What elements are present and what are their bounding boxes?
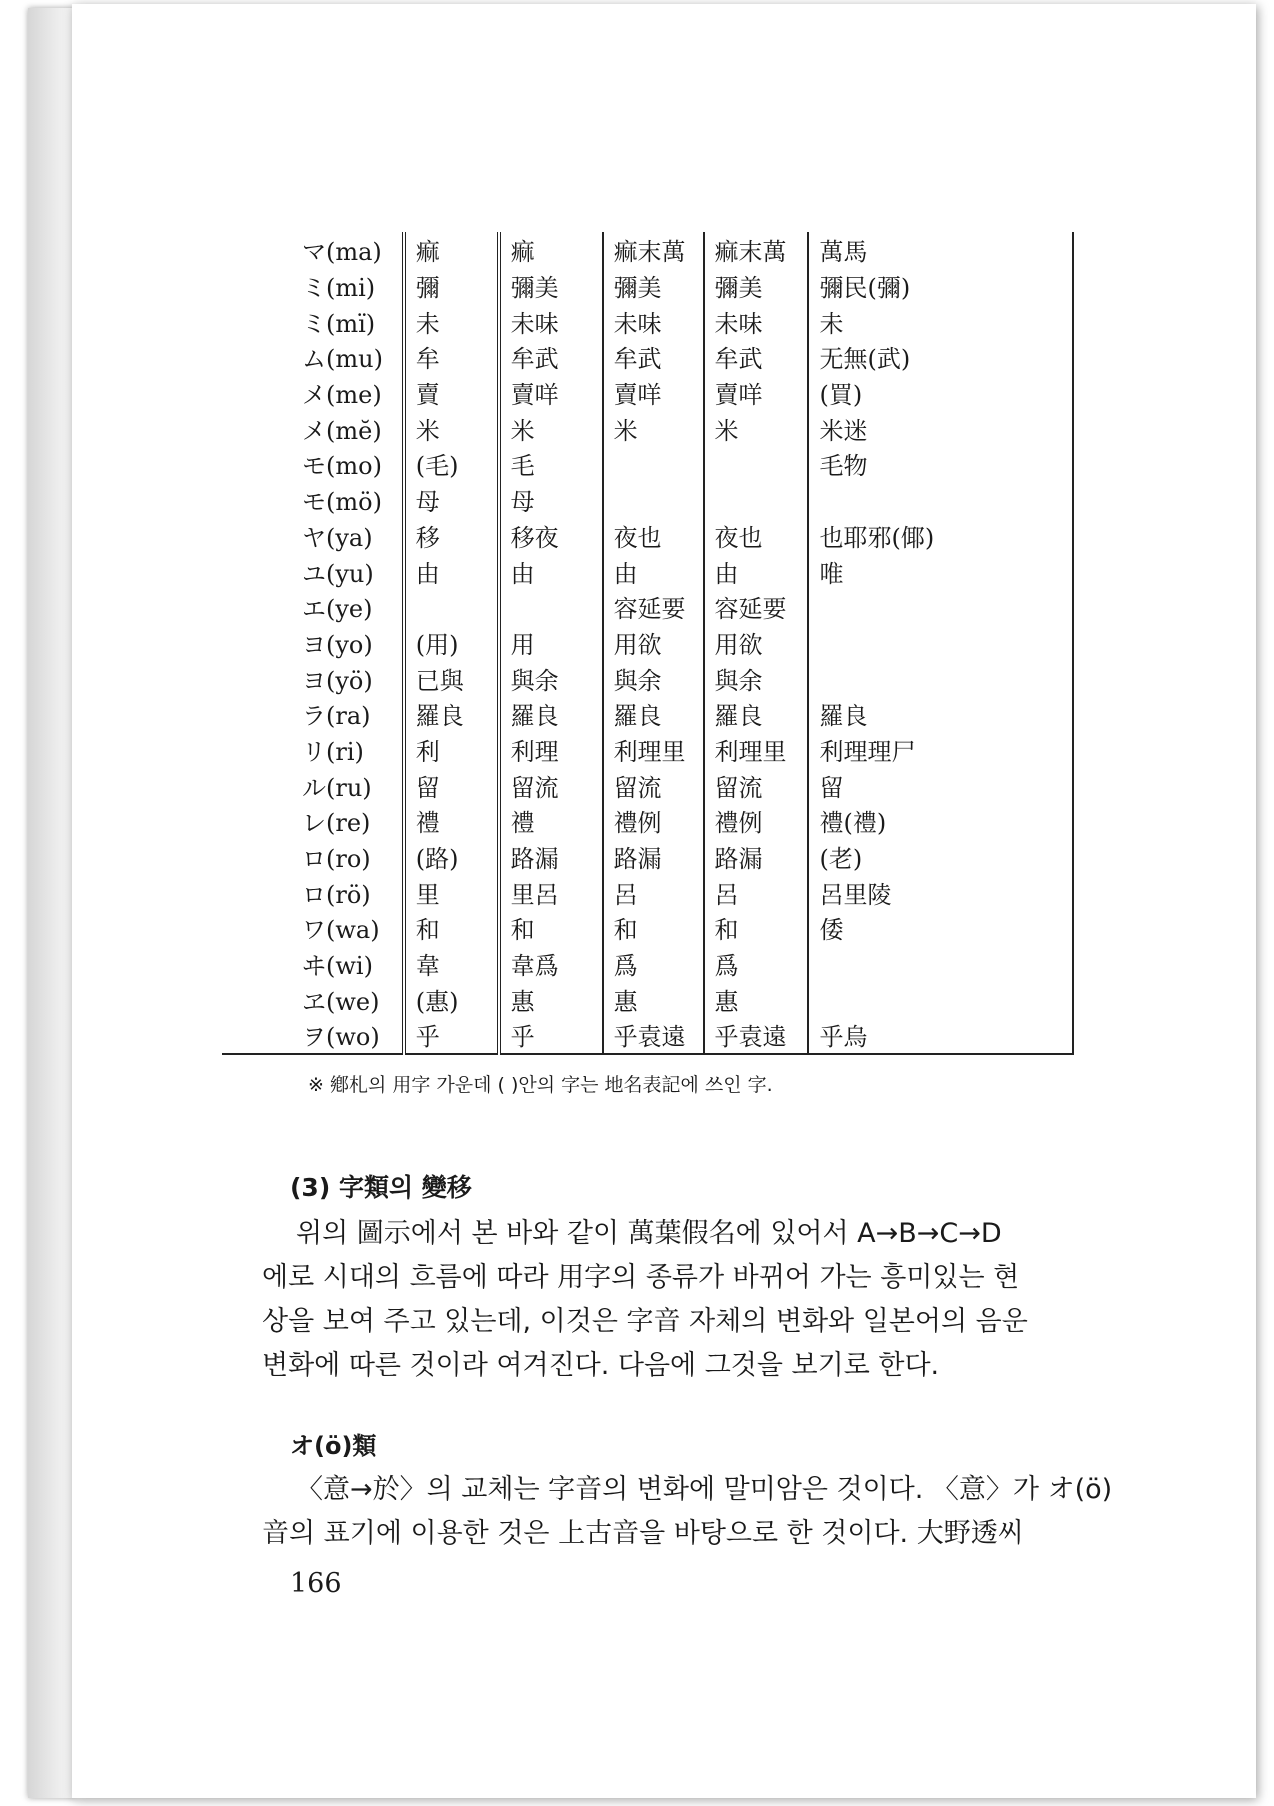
kanji-cell: (用) bbox=[404, 625, 499, 661]
kanji-cell: 痲 bbox=[499, 232, 603, 268]
kanji-cell: 用 bbox=[499, 625, 603, 661]
table-row bbox=[222, 732, 1073, 768]
paragraph-line: 音의 표기에 이용한 것은 上古音을 바탕으로 한 것이다. 大野透씨 bbox=[262, 1518, 1024, 1549]
kanji-cell bbox=[808, 482, 1073, 518]
kanji-cell: 路漏 bbox=[704, 839, 809, 875]
kanji-cell: 彌美 bbox=[704, 268, 809, 304]
kanji-cell: 彌美 bbox=[499, 268, 603, 304]
kanji-cell: 韋爲 bbox=[499, 946, 603, 982]
kanji-cell bbox=[808, 625, 1073, 661]
kanji-cell: 由 bbox=[603, 553, 704, 589]
table-row bbox=[222, 303, 1073, 339]
paragraph-line: 변화에 따른 것이라 여겨진다. 다음에 그것을 보기로 한다. bbox=[262, 1350, 940, 1381]
table-footnote: ※ 鄕札의 用字 가운데 ( )안의 字는 地名表記에 쓰인 字. bbox=[308, 1074, 773, 1096]
kanji-cell: 也耶邪(倻) bbox=[808, 518, 1073, 554]
page-edge bbox=[28, 8, 76, 1798]
kanji-cell: 牟武 bbox=[603, 339, 704, 375]
kanji-cell bbox=[404, 589, 499, 625]
table-row bbox=[222, 874, 1073, 910]
kanji-cell: 未味 bbox=[603, 303, 704, 339]
page-number: 166 bbox=[290, 1568, 342, 1599]
kanji-cell: (買) bbox=[808, 375, 1073, 411]
kanji-cell: 路漏 bbox=[603, 839, 704, 875]
kanji-cell bbox=[808, 946, 1073, 982]
kanji-cell: 和 bbox=[603, 910, 704, 946]
paragraph-line: 위의 圖示에서 본 바와 같이 萬葉假名에 있어서 A→B→C→D bbox=[296, 1218, 1002, 1249]
kanji-cell: 彌 bbox=[404, 268, 499, 304]
kanji-cell: 母 bbox=[499, 482, 603, 518]
paragraph-2 bbox=[262, 1468, 1113, 1556]
kana-cell: ロ(ro) bbox=[222, 839, 404, 875]
kanji-cell: 乎 bbox=[404, 1017, 499, 1054]
paragraph-line: 〈意→於〉의 교체는 字音의 변화에 말미암은 것이다. 〈意〉가 オ(ö) bbox=[296, 1474, 1113, 1505]
table-row bbox=[222, 696, 1073, 732]
kanji-cell: 賣咩 bbox=[499, 375, 603, 411]
kanji-cell: 唯 bbox=[808, 553, 1073, 589]
kana-table-body bbox=[222, 232, 1073, 1054]
kana-cell: ロ(rö) bbox=[222, 874, 404, 910]
kanji-cell: 母 bbox=[404, 482, 499, 518]
kanji-cell: 韋 bbox=[404, 946, 499, 982]
kanji-cell: 萬馬 bbox=[808, 232, 1073, 268]
kanji-cell: 和 bbox=[404, 910, 499, 946]
kanji-cell: (毛) bbox=[404, 446, 499, 482]
kana-cell: ヲ(wo) bbox=[222, 1017, 404, 1054]
kanji-cell bbox=[808, 589, 1073, 625]
kanji-cell: 惠 bbox=[603, 981, 704, 1017]
kanji-cell: 容延要 bbox=[603, 589, 704, 625]
kanji-cell: 羅良 bbox=[499, 696, 603, 732]
kana-cell: ユ(yu) bbox=[222, 553, 404, 589]
paragraph-line: 상을 보여 주고 있는데, 이것은 字音 자체의 변화와 일본어의 음운 bbox=[262, 1306, 1028, 1337]
kanji-cell: 用欲 bbox=[603, 625, 704, 661]
kanji-cell: 乎袁遠 bbox=[603, 1017, 704, 1054]
kanji-cell: 和 bbox=[704, 910, 809, 946]
kana-cell: リ(ri) bbox=[222, 732, 404, 768]
kanji-cell: 米 bbox=[404, 410, 499, 446]
kanji-cell: 彌美 bbox=[603, 268, 704, 304]
kanji-cell bbox=[603, 446, 704, 482]
kanji-cell: 乎袁遠 bbox=[704, 1017, 809, 1054]
kanji-cell bbox=[704, 482, 809, 518]
kanji-cell: 乎烏 bbox=[808, 1017, 1073, 1054]
table-row bbox=[222, 410, 1073, 446]
kanji-cell: 留 bbox=[808, 767, 1073, 803]
kanji-cell: 路漏 bbox=[499, 839, 603, 875]
kanji-cell: 羅良 bbox=[704, 696, 809, 732]
table-row bbox=[222, 553, 1073, 589]
kanji-cell: (老) bbox=[808, 839, 1073, 875]
kanji-cell: 賣 bbox=[404, 375, 499, 411]
kanji-cell: 爲 bbox=[603, 946, 704, 982]
kana-table bbox=[222, 232, 1074, 1055]
table-row bbox=[222, 482, 1073, 518]
kanji-cell: 由 bbox=[704, 553, 809, 589]
table-row bbox=[222, 339, 1073, 375]
kanji-cell: 由 bbox=[499, 553, 603, 589]
table-row bbox=[222, 803, 1073, 839]
table-row bbox=[222, 518, 1073, 554]
table-row bbox=[222, 1017, 1073, 1054]
table-row bbox=[222, 268, 1073, 304]
kanji-cell: 毛 bbox=[499, 446, 603, 482]
kana-cell: メ(mĕ) bbox=[222, 410, 404, 446]
table-row bbox=[222, 946, 1073, 982]
kana-cell: ム(mu) bbox=[222, 339, 404, 375]
kanji-cell: 乎 bbox=[499, 1017, 603, 1054]
kana-cell: エ(ye) bbox=[222, 589, 404, 625]
kanji-cell bbox=[808, 981, 1073, 1017]
kanji-cell: 賣咩 bbox=[603, 375, 704, 411]
kana-cell: ヨ(yo) bbox=[222, 625, 404, 661]
kanji-cell: 米 bbox=[603, 410, 704, 446]
kana-cell: ミ(mi) bbox=[222, 268, 404, 304]
kanji-cell: (惠) bbox=[404, 981, 499, 1017]
kana-cell: ヱ(we) bbox=[222, 981, 404, 1017]
kanji-cell: 留流 bbox=[603, 767, 704, 803]
kanji-cell: 用欲 bbox=[704, 625, 809, 661]
kana-cell: ル(ru) bbox=[222, 767, 404, 803]
kanji-cell: 禮 bbox=[404, 803, 499, 839]
kanji-cell: 與余 bbox=[603, 660, 704, 696]
kanji-cell: 利理理尸 bbox=[808, 732, 1073, 768]
kanji-cell: 夜也 bbox=[704, 518, 809, 554]
table-row bbox=[222, 232, 1073, 268]
section-heading: (3) 字類의 變移 bbox=[290, 1173, 472, 1202]
table-row bbox=[222, 839, 1073, 875]
kana-cell: ヤ(ya) bbox=[222, 518, 404, 554]
kanji-cell: 利理 bbox=[499, 732, 603, 768]
table-row bbox=[222, 767, 1073, 803]
kanji-cell bbox=[808, 660, 1073, 696]
kanji-cell: 由 bbox=[404, 553, 499, 589]
kanji-cell: 留流 bbox=[499, 767, 603, 803]
kanji-cell: 利理里 bbox=[603, 732, 704, 768]
kanji-cell: 惠 bbox=[704, 981, 809, 1017]
kanji-cell: 未味 bbox=[499, 303, 603, 339]
kana-cell: ヨ(yö) bbox=[222, 660, 404, 696]
kanji-cell: 禮例 bbox=[603, 803, 704, 839]
kanji-cell bbox=[704, 446, 809, 482]
table-row bbox=[222, 375, 1073, 411]
kanji-cell: 牟武 bbox=[499, 339, 603, 375]
kanji-cell: 移 bbox=[404, 518, 499, 554]
paragraph-line: 에로 시대의 흐름에 따라 用字의 종류가 바뀌어 가는 흥미있는 현 bbox=[262, 1262, 1020, 1293]
kanji-cell: 夜也 bbox=[603, 518, 704, 554]
kanji-cell: 彌民(彌) bbox=[808, 268, 1073, 304]
kanji-cell: 禮(禮) bbox=[808, 803, 1073, 839]
kanji-cell: 爲 bbox=[704, 946, 809, 982]
kanji-cell: 與余 bbox=[499, 660, 603, 696]
paragraph-1 bbox=[262, 1212, 1088, 1388]
kanji-cell: 留流 bbox=[704, 767, 809, 803]
kanji-cell: 牟武 bbox=[704, 339, 809, 375]
kanji-cell: 利理里 bbox=[704, 732, 809, 768]
kanji-cell: (路) bbox=[404, 839, 499, 875]
table-row bbox=[222, 910, 1073, 946]
kanji-cell: 禮 bbox=[499, 803, 603, 839]
kanji-cell: 未 bbox=[808, 303, 1073, 339]
kana-cell: モ(mo) bbox=[222, 446, 404, 482]
kanji-cell: 痲末萬 bbox=[704, 232, 809, 268]
sub-heading: オ(ö)類 bbox=[290, 1432, 377, 1460]
kanji-cell: 牟 bbox=[404, 339, 499, 375]
kanji-cell: 呂 bbox=[603, 874, 704, 910]
kanji-cell: 无無(武) bbox=[808, 339, 1073, 375]
kanji-cell: 容延要 bbox=[704, 589, 809, 625]
kana-cell: メ(me) bbox=[222, 375, 404, 411]
kanji-cell: 呂里陵 bbox=[808, 874, 1073, 910]
kana-cell: ミ(mï) bbox=[222, 303, 404, 339]
kana-cell: ラ(ra) bbox=[222, 696, 404, 732]
kanji-cell: 羅良 bbox=[808, 696, 1073, 732]
kanji-cell: 惠 bbox=[499, 981, 603, 1017]
kanji-cell: 米 bbox=[499, 410, 603, 446]
kana-cell: ワ(wa) bbox=[222, 910, 404, 946]
kanji-cell: 留 bbox=[404, 767, 499, 803]
kanji-cell: 呂 bbox=[704, 874, 809, 910]
table-row bbox=[222, 625, 1073, 661]
kanji-cell bbox=[499, 589, 603, 625]
table-row bbox=[222, 589, 1073, 625]
kanji-cell: 未 bbox=[404, 303, 499, 339]
kanji-cell: 移夜 bbox=[499, 518, 603, 554]
kanji-cell: 賣咩 bbox=[704, 375, 809, 411]
kanji-cell: 米迷 bbox=[808, 410, 1073, 446]
kanji-cell: 里 bbox=[404, 874, 499, 910]
table-row bbox=[222, 981, 1073, 1017]
kanji-cell: 里呂 bbox=[499, 874, 603, 910]
kana-cell: マ(ma) bbox=[222, 232, 404, 268]
kanji-cell: 禮例 bbox=[704, 803, 809, 839]
table-row bbox=[222, 446, 1073, 482]
kanji-cell bbox=[603, 482, 704, 518]
kana-cell: モ(mö) bbox=[222, 482, 404, 518]
kana-cell: レ(re) bbox=[222, 803, 404, 839]
kana-cell: ヰ(wi) bbox=[222, 946, 404, 982]
kana-table-wrap bbox=[222, 232, 1074, 1055]
kanji-cell: 米 bbox=[704, 410, 809, 446]
kanji-cell: 毛物 bbox=[808, 446, 1073, 482]
kanji-cell: 未味 bbox=[704, 303, 809, 339]
kanji-cell: 倭 bbox=[808, 910, 1073, 946]
kanji-cell: 已與 bbox=[404, 660, 499, 696]
kanji-cell: 痲末萬 bbox=[603, 232, 704, 268]
kanji-cell: 和 bbox=[499, 910, 603, 946]
kanji-cell: 與余 bbox=[704, 660, 809, 696]
kanji-cell: 羅良 bbox=[603, 696, 704, 732]
kanji-cell: 利 bbox=[404, 732, 499, 768]
kanji-cell: 羅良 bbox=[404, 696, 499, 732]
table-row bbox=[222, 660, 1073, 696]
kanji-cell: 痲 bbox=[404, 232, 499, 268]
